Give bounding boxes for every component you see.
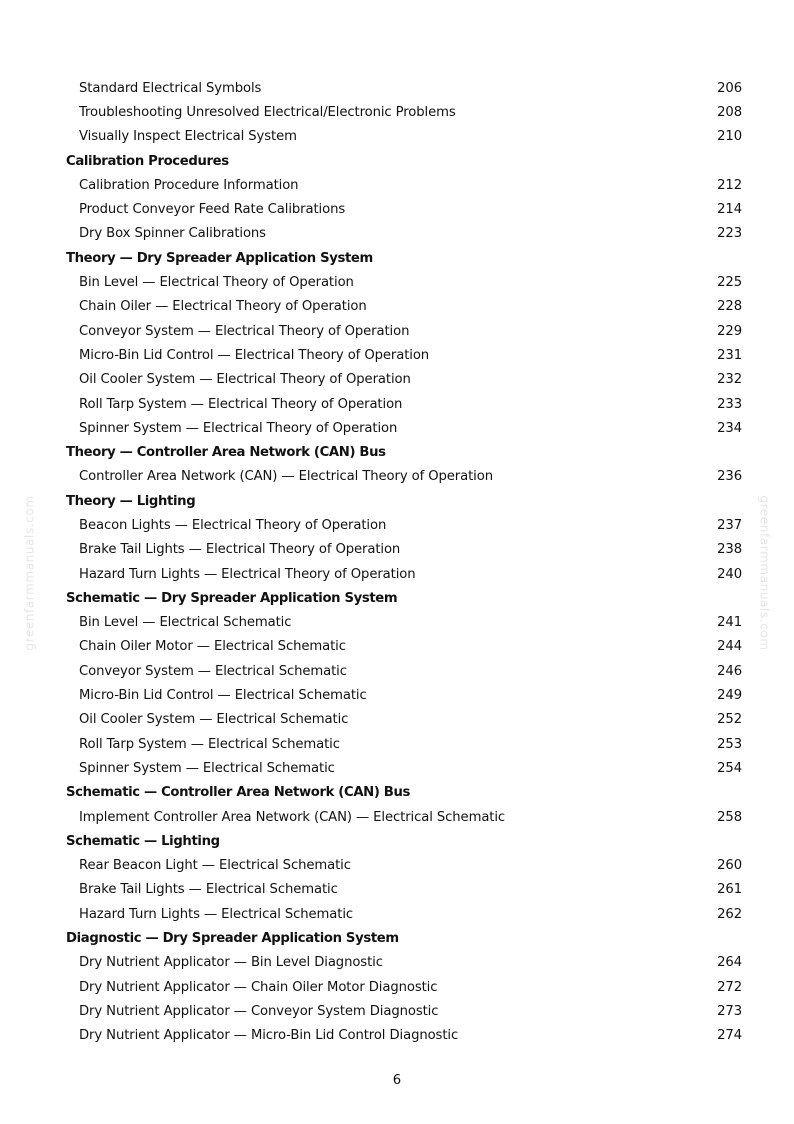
toc-entry-title: Chain Oiler Motor — Electrical Schematic (79, 639, 346, 655)
toc-entry-page: 214 (717, 202, 742, 218)
toc-entry[interactable] (66, 222, 742, 246)
toc-entry[interactable] (66, 902, 742, 926)
toc-entry-page: 206 (717, 80, 742, 96)
toc-entry-title: Chain Oiler — Electrical Theory of Operation (79, 299, 367, 315)
toc-entry-page: 237 (717, 517, 742, 533)
toc-entry[interactable] (66, 732, 742, 756)
toc-entry-page: 253 (717, 736, 742, 752)
toc-entry-title: Micro-Bin Lid Control — Electrical Theory of Operation (79, 347, 430, 363)
toc-entry-title: Product Conveyor Feed Rate Calibrations (79, 202, 346, 218)
toc-entry-title: Roll Tarp System — Electrical Theory of Operation (79, 396, 403, 412)
toc-entry-page: 241 (717, 615, 742, 631)
toc-section-heading (66, 781, 742, 805)
toc-entry[interactable] (66, 659, 742, 683)
toc-entry-page: 262 (717, 906, 742, 922)
toc-entry-title: Schematic — Dry Spreader Application System (66, 590, 398, 606)
toc-entry-page: 274 (717, 1028, 742, 1044)
toc-entry-page: 233 (717, 396, 742, 412)
toc-entry-page: 236 (717, 469, 742, 485)
toc-entry[interactable] (66, 513, 742, 537)
toc-entry-page: 240 (717, 566, 742, 582)
watermark-left: greenfarmmanuals.com (22, 495, 37, 651)
toc-entry-title: Dry Nutrient Applicator — Micro-Bin Lid Control Diagnostic (79, 1028, 459, 1044)
toc-entry-title: Hazard Turn Lights — Electrical Theory of Operation (79, 566, 416, 582)
toc-entry[interactable] (66, 854, 742, 878)
toc-entry[interactable] (66, 392, 742, 416)
watermark-right: greenfarmmanuals.com (757, 495, 772, 651)
toc-entry-page: 228 (717, 299, 742, 315)
toc-section-heading (66, 246, 742, 270)
toc-entry-title: Hazard Turn Lights — Electrical Schematic (79, 906, 354, 922)
toc-entry-title: Spinner System — Electrical Schematic (79, 760, 335, 776)
toc-entry-title: Calibration Procedure Information (79, 177, 299, 193)
toc-entry-title: Conveyor System — Electrical Theory of Operation (79, 323, 410, 339)
toc-entry-title: Dry Nutrient Applicator — Chain Oiler Motor Diagnostic (79, 979, 438, 995)
toc-entry[interactable] (66, 100, 742, 124)
toc-entry-title: Implement Controller Area Network (CAN) — Electrical Schematic (79, 809, 506, 825)
toc-entry[interactable] (66, 611, 742, 635)
toc-entry[interactable] (66, 270, 742, 294)
toc-entry[interactable] (66, 538, 742, 562)
toc-entry-page: 273 (717, 1003, 742, 1019)
toc-entry-page: 261 (717, 882, 742, 898)
toc-entry-title: Controller Area Network (CAN) — Electrical Theory of Operation (79, 469, 493, 485)
toc-entry[interactable] (66, 465, 742, 489)
toc-entry[interactable] (66, 295, 742, 319)
toc-entry-page: 264 (717, 955, 742, 971)
toc-entry-page: 223 (717, 226, 742, 242)
toc-entry-title: Conveyor System — Electrical Schematic (79, 663, 347, 679)
toc-entry-title: Beacon Lights — Electrical Theory of Operation (79, 517, 387, 533)
toc-entry[interactable] (66, 319, 742, 343)
toc-entry[interactable] (66, 683, 742, 707)
toc-entry-page: 258 (717, 809, 742, 825)
toc-section-heading (66, 440, 742, 464)
toc-entry[interactable] (66, 125, 742, 149)
toc-entry-title: Schematic — Lighting (66, 833, 220, 849)
toc-entry-title: Schematic — Controller Area Network (CAN) Bus (66, 785, 411, 801)
toc-entry-title: Dry Box Spinner Calibrations (79, 226, 266, 242)
toc-entry-title: Oil Cooler System — Electrical Theory of Operation (79, 372, 411, 388)
toc-entry[interactable] (66, 173, 742, 197)
toc-entry-title: Standard Electrical Symbols (79, 80, 262, 96)
toc-entry-page: 260 (717, 858, 742, 874)
toc-entry-title: Theory — Controller Area Network (CAN) Bus (66, 445, 386, 461)
toc-entry-page: 254 (717, 760, 742, 776)
toc-entry-title: Dry Nutrient Applicator — Conveyor System Diagnostic (79, 1003, 439, 1019)
toc-entry-title: Oil Cooler System — Electrical Schematic (79, 712, 349, 728)
toc-entry[interactable] (66, 343, 742, 367)
toc-entry-title: Roll Tarp System — Electrical Schematic (79, 736, 340, 752)
toc-entry-title: Diagnostic — Dry Spreader Application System (66, 931, 399, 947)
toc-entry-page: 212 (717, 177, 742, 193)
toc-entry-title: Bin Level — Electrical Theory of Operation (79, 275, 354, 291)
toc-entry[interactable] (66, 878, 742, 902)
toc-entry-page: 232 (717, 372, 742, 388)
toc-entry-page: 238 (717, 542, 742, 558)
toc-entry-page: 244 (717, 639, 742, 655)
toc-entry-page: 231 (717, 347, 742, 363)
toc-entry-page: 229 (717, 323, 742, 339)
toc-entry-title: Dry Nutrient Applicator — Bin Level Diagnostic (79, 955, 383, 971)
table-of-contents (66, 76, 742, 1048)
toc-entry-title: Theory — Dry Spreader Application System (66, 250, 373, 266)
toc-section-heading (66, 829, 742, 853)
toc-entry-title: Bin Level — Electrical Schematic (79, 615, 292, 631)
toc-section-heading (66, 926, 742, 950)
toc-entry-page: 249 (717, 688, 742, 704)
page-number: 6 (392, 1073, 402, 1088)
toc-entry[interactable] (66, 805, 742, 829)
toc-entry[interactable] (66, 76, 742, 100)
toc-entry-title: Rear Beacon Light — Electrical Schematic (79, 858, 351, 874)
toc-entry[interactable] (66, 999, 742, 1023)
toc-entry[interactable] (66, 1024, 742, 1048)
toc-entry-title: Spinner System — Electrical Theory of Operation (79, 420, 398, 436)
toc-entry[interactable] (66, 416, 742, 440)
toc-entry-page: 208 (717, 104, 742, 120)
toc-entry-title: Calibration Procedures (66, 153, 229, 169)
toc-entry[interactable] (66, 368, 742, 392)
toc-entry[interactable] (66, 975, 742, 999)
toc-entry[interactable] (66, 562, 742, 586)
toc-entry-title: Brake Tail Lights — Electrical Schematic (79, 882, 338, 898)
toc-section-heading (66, 489, 742, 513)
toc-entry-page: 234 (717, 420, 742, 436)
toc-entry-page: 272 (717, 979, 742, 995)
toc-entry-title: Theory — Lighting (66, 493, 196, 509)
toc-entry-page: 252 (717, 712, 742, 728)
toc-entry[interactable] (66, 756, 742, 780)
toc-entry-title: Micro-Bin Lid Control — Electrical Schematic (79, 688, 367, 704)
toc-section-heading (66, 149, 742, 173)
toc-entry-page: 225 (717, 275, 742, 291)
toc-entry[interactable] (66, 197, 742, 221)
toc-entry-page: 210 (717, 129, 742, 145)
toc-entry[interactable] (66, 708, 742, 732)
toc-entry-page: 246 (717, 663, 742, 679)
toc-section-heading (66, 586, 742, 610)
toc-entry-title: Troubleshooting Unresolved Electrical/Electronic Problems (79, 104, 456, 120)
toc-entry[interactable] (66, 635, 742, 659)
toc-entry-title: Brake Tail Lights — Electrical Theory of Operation (79, 542, 401, 558)
toc-entry-title: Visually Inspect Electrical System (79, 129, 297, 145)
toc-entry[interactable] (66, 951, 742, 975)
